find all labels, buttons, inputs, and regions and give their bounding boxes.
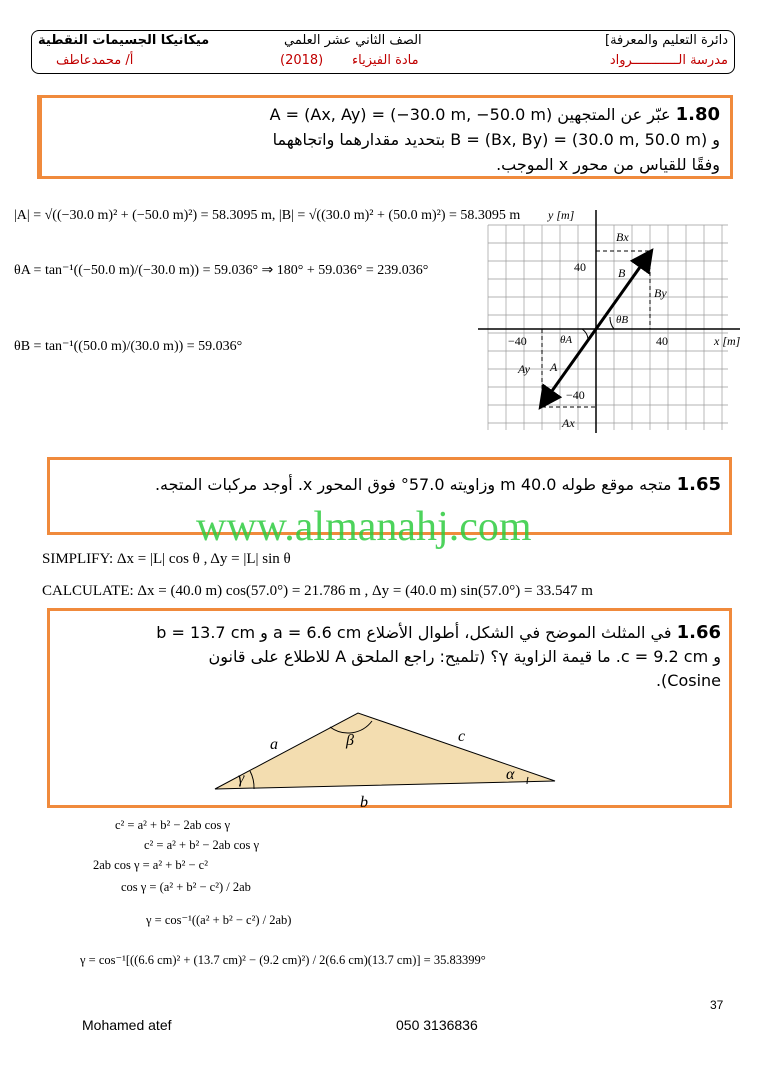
simplify-line: SIMPLIFY: Δx = |L| cos θ , Δy = |L| sin θ bbox=[42, 551, 291, 567]
theta-b-arc bbox=[610, 317, 614, 329]
header-course-title: ميكانيكا الجسيمات النقطية bbox=[38, 33, 210, 48]
calculate-line: CALCULATE: Δx = (40.0 m) cos(57.0°) = 21.786 m , Δy = (40.0 m) sin(57.0°) = 33.547 m bbox=[42, 583, 593, 599]
x-axis-label: x [m] bbox=[714, 334, 741, 348]
problem-180-line1: 1.80 عبّر عن المتجهين A = (Ax, Ay) = (−30.0 m, −50.0 m) bbox=[269, 104, 720, 125]
y-tick-neg40: −40 bbox=[566, 388, 585, 402]
triangle-shape bbox=[215, 713, 555, 789]
theta-a-equation: θA = tan⁻¹((−50.0 m)/(−30.0 m)) = 59.036° ⇒ 180° + 59.036° = 239.036° bbox=[14, 263, 429, 278]
watermark: www.almanahj.com bbox=[196, 504, 532, 550]
header-year: (2018) bbox=[280, 53, 324, 68]
x-tick-neg40: −40 bbox=[508, 334, 527, 348]
angle-alpha-label: α bbox=[506, 766, 515, 783]
label-ay: Ay bbox=[518, 362, 530, 376]
side-b-label: b bbox=[360, 794, 368, 811]
label-theta-a: θA bbox=[560, 334, 573, 346]
problem-166-line2: و c = 9.2 cm. ما قيمة الزاوية γ؟ (تلميح: راجع الملحق A للاطلاع على قانون bbox=[208, 647, 721, 666]
x-tick-40: 40 bbox=[656, 334, 668, 348]
side-a-label: a bbox=[270, 736, 278, 753]
header-school: مدرسة الــــــــــــرواد bbox=[609, 53, 728, 68]
header-teacher: أ/ محمدعاطف bbox=[56, 53, 134, 68]
label-theta-b: θB bbox=[616, 314, 629, 326]
footer-author: Mohamed atef bbox=[82, 1017, 172, 1033]
cosine-law-5: γ = cos⁻¹((a² + b² − c²) / 2ab) bbox=[146, 913, 292, 927]
label-b: B bbox=[618, 266, 626, 280]
header-subject: مادة الفيزياء bbox=[352, 53, 419, 68]
problem-165-number: 1.65 bbox=[676, 474, 721, 495]
y-axis-label: y [m] bbox=[548, 208, 575, 222]
page-header bbox=[31, 30, 735, 74]
label-a: A bbox=[550, 360, 558, 374]
label-bx: Bx bbox=[616, 230, 629, 244]
gamma-result: γ = cos⁻¹[((6.6 cm)² + (13.7 cm)² − (9.2 cm)²) / 2(6.6 cm)(13.7 cm)] = 35.83399° bbox=[80, 953, 486, 967]
label-by: By bbox=[654, 286, 667, 300]
side-c-label: c bbox=[458, 728, 466, 745]
problem-180-box bbox=[37, 95, 733, 179]
angle-gamma-label: γ bbox=[238, 770, 245, 787]
cosine-law-1: c² = a² + b² − 2ab cos γ bbox=[115, 818, 230, 832]
page-number: 37 bbox=[710, 998, 724, 1012]
theta-b-equation: θB = tan⁻¹((50.0 m)/(30.0 m)) = 59.036° bbox=[14, 339, 243, 354]
footer-phone: 050 3136836 bbox=[396, 1017, 478, 1033]
angle-beta-label: β bbox=[346, 732, 354, 749]
vector-graph bbox=[478, 205, 748, 435]
problem-166-box bbox=[47, 608, 732, 811]
cosine-law-4: cos γ = (a² + b² − c²) / 2ab bbox=[121, 880, 251, 894]
problem-166-line1: 1.66 في المثلث الموضح في الشكل، أطوال الأضلاع a = 6.6 cm و b = 13.7 cm bbox=[156, 622, 721, 643]
cosine-law-3: 2ab cos γ = a² + b² − c² bbox=[93, 858, 208, 872]
magnitude-equations: |A| = √((−30.0 m)² + (−50.0 m)²) = 58.3095 m, |B| = √((30.0 m)² + (50.0 m)²) = 58.3095 m bbox=[14, 208, 521, 223]
graph-grid bbox=[488, 225, 728, 430]
problem-180-line2: و B = (Bx, By) = (30.0 m, 50.0 m) بتحديد مقدارهما واتجاههما bbox=[272, 130, 720, 149]
header-department: [دائرة التعليم والمعرفة bbox=[605, 33, 728, 48]
header-grade: الصف الثاني عشر العلمي bbox=[284, 33, 422, 48]
problem-180-line3: وفقًا للقياس من محور x الموجب. bbox=[496, 155, 720, 174]
problem-165-text: متجه موقع طوله 40.0 m وزاويته 57.0° فوق المحور x. أوجد مركبات المتجه. bbox=[154, 475, 672, 494]
y-tick-40: 40 bbox=[574, 260, 586, 274]
triangle-figure bbox=[50, 707, 730, 811]
problem-166-number: 1.66 bbox=[676, 622, 721, 643]
problem-166-line3: Cosine). bbox=[655, 671, 721, 690]
cosine-law-2: c² = a² + b² − 2ab cos γ bbox=[144, 838, 259, 852]
problem-180-number: 1.80 bbox=[675, 104, 720, 125]
label-ax: Ax bbox=[562, 416, 575, 430]
